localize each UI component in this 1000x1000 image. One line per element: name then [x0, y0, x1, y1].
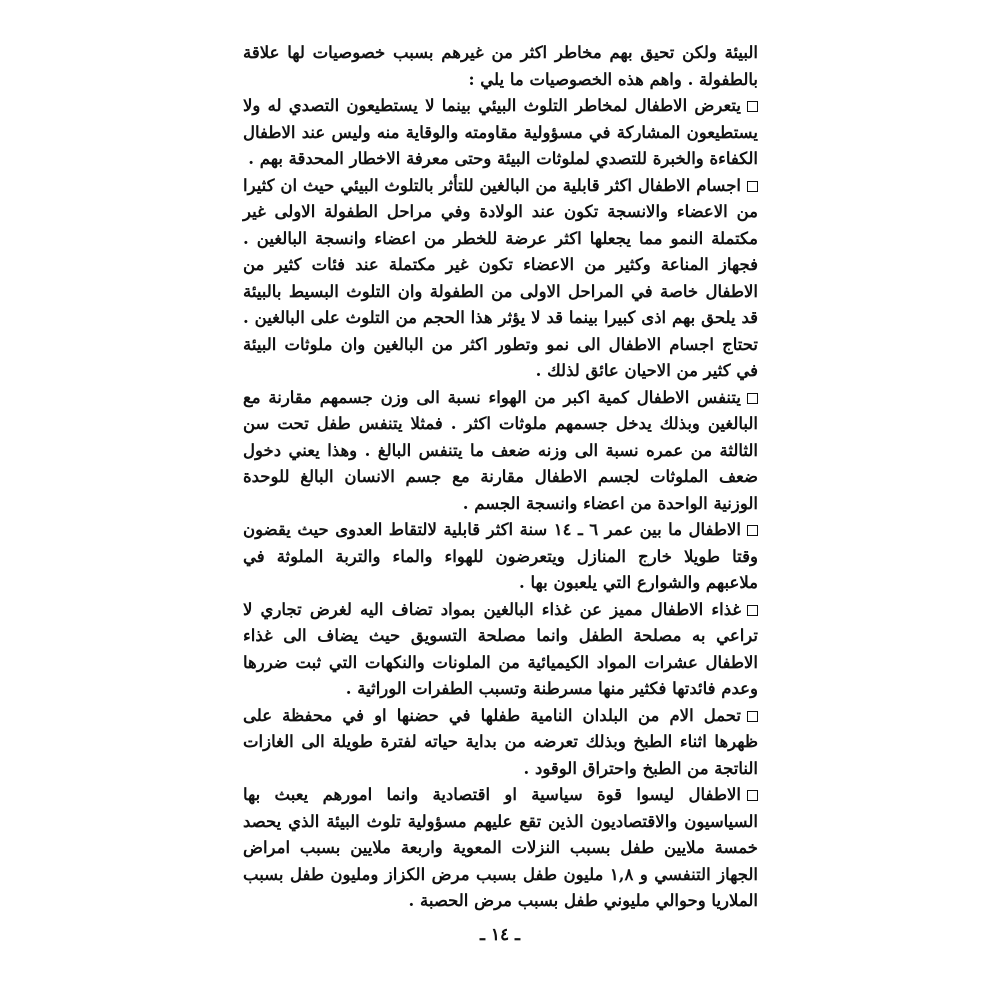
bullet-text: يتنفس الاطفال كمية اكبر من الهواء نسبة الى وزن جسمهم مقارنة مع البالغين وبذلك يدخل جسمهم ملوثات اكثر . فمثلا يتنفس طفل تحت سن الثالثة من عمره نسبة الى وزنه ضعف ما يتنفس البالغ . وهذا يعني دخول ضعف الملوثات لجسم الاطفال مقارنة مع جسم الانسان البالغ للوحدة الوزنية الواحدة من اعضاء وانسجة الجسم . [243, 387, 758, 513]
bullet-text: غذاء الاطفال مميز عن غذاء البالغين بمواد تضاف اليه لغرض تجاري لا تراعي به مصلحة الطفل وانما مصلحة التسويق حيث يضاف الى غذاء الاطفال عشرات المواد الكيميائية من الملونات والنكهات التي ثبت ضررها وعدم فائدتها فكثير منها مسرطنة وتسبب الطفرات الوراثية . [243, 599, 758, 698]
bullet-paragraph [243, 597, 758, 703]
checkbox-bullet-icon [747, 711, 758, 722]
bullet-paragraph [243, 782, 758, 915]
intro-paragraph: البيئة ولكن تحيق بهم مخاطر اكثر من غيرهم بسبب خصوصيات لها علاقة بالطفولة . واهم هذه الخصوصيات ما يلي : [243, 43, 758, 89]
bullet-text: الاطفال ليسوا قوة سياسية او اقتصادية وانما امورهم يعبث بها السياسيون والاقتصاديون الذين تقع عليهم مسؤولية تلوث البيئة الذي يحصد خمسة ملايين طفل بسبب النزلات المعوية واربعة ملايين بسبب امراض الجهاز التنفسي و ١,٨ مليون طفل بسبب مرض الكزاز ومليون طفل بسبب الملاريا وحوالي مليوني طفل بسبب مرض الحصبة . [243, 785, 758, 910]
checkbox-bullet-icon [747, 181, 758, 192]
bullet-paragraph [243, 517, 758, 597]
bullet-paragraph [243, 385, 758, 518]
page-number: ـ ١٤ ـ [479, 925, 521, 945]
checkbox-bullet-icon [747, 525, 758, 536]
checkbox-bullet-icon [747, 393, 758, 404]
bullet-text: تحمل الام من البلدان النامية طفلها في حضنها او في محفظة على ظهرها اثناء الطبخ وبذلك تعرضه من بداية حياته لفترة طويلة الى الغازات الناتجة من الطبخ واحتراق الوقود . [243, 705, 758, 778]
checkbox-bullet-icon [747, 605, 758, 616]
checkbox-bullet-icon [747, 790, 758, 801]
bullet-text: الاطفال ما بين عمر ٦ ـ ١٤ سنة اكثر قابلية لالتقاط العدوى حيث يقضون وقتا طويلا خارج المنازل ويتعرضون للهواء والماء والتربة الملوثة في ملاعبهم والشوارع التي يلعبون بها . [243, 520, 758, 592]
body-text [243, 40, 758, 915]
bullet-paragraph [243, 93, 758, 173]
bullet-text: اجسام الاطفال اكثر قابلية من البالغين للتأثر بالتلوث البيئي حيث ان كثيرا من الاعضاء والانسجة تكون عند الولادة وفي مراحل الطفولة الاولى غير مكتملة النمو مما يجعلها اكثر عرضة للخطر من اعضاء وانسجة البالغين . فجهاز المناعة وكثير من الاعضاء تكون غير مكتملة عند فئات كثير من الاطفال خاصة في المراحل الاولى من الطفولة وان التلوث البسيط بالبيئة قد يلحق بهم اذى كبيرا بينما قد لا يؤثر هذا الحجم من التلوث على البالغين . تحتاج اجسام الاطفال الى نمو وتطور اكثر من البالغين وان ملوثات البيئة في كثير من الاحيان عائق لذلك . [243, 175, 758, 380]
checkbox-bullet-icon [747, 101, 758, 112]
bullet-paragraph [243, 703, 758, 783]
bullet-text: يتعرض الاطفال لمخاطر التلوث البيئي بينما لا يستطيعون التصدي له ولا يستطيعون المشاركة في مسؤولية مقاومته والوقاية منه وليس عند الاطفال الكفاءة والخبرة للتصدي لملوثات البيئة وحتى معرفة الاخطار المحدقة بهم . [243, 96, 758, 168]
bullet-paragraph [243, 173, 758, 385]
